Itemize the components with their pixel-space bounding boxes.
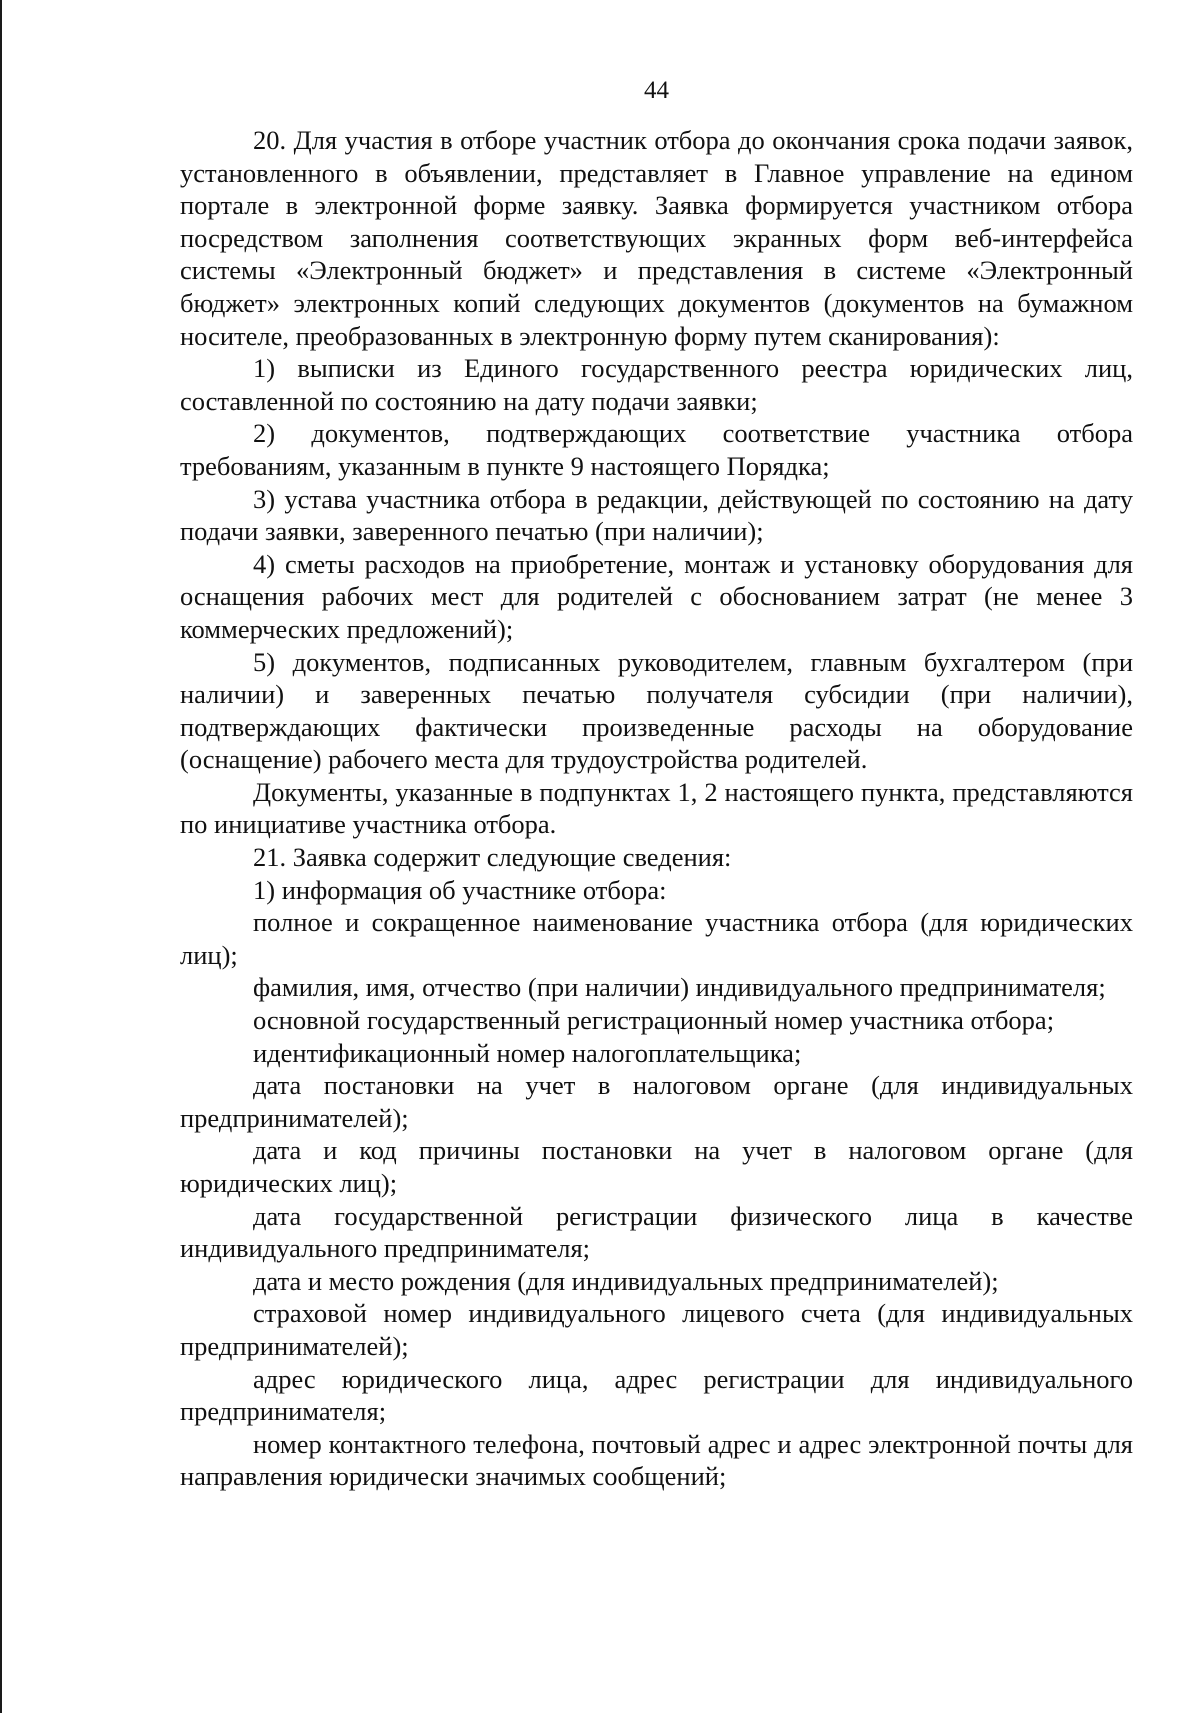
scan-edge-line bbox=[0, 0, 2, 1713]
info-line-birth: дата и место рождения (для индивидуальных предпринимателей); bbox=[253, 1265, 999, 1296]
info-line-address: адрес юридического лица, адрес регистрации для индивидуального предпринимателя; bbox=[180, 1363, 1133, 1427]
info-line-contacts: номер контактного телефона, почтовый адрес и адрес электронной почты для направления юридически значимых сообщений; bbox=[180, 1428, 1133, 1492]
page-number: 44 bbox=[644, 77, 669, 104]
info-line-name: полное и сокращенное наименование участника отбора (для юридических лиц); bbox=[180, 907, 1133, 970]
info-line-snils: страховой номер индивидуального лицевого счета (для индивидуальных предпринимателей); bbox=[180, 1298, 1133, 1361]
paragraph-item-21: 21. Заявка содержит следующие сведения: bbox=[253, 842, 732, 873]
info-line-fio: фамилия, имя, отчество (при наличии) индивидуального предпринимателя; bbox=[253, 972, 1106, 1003]
paragraph-item-20: 20. Для участия в отборе участник отбора до окончания срока подачи заявок, установленного в объявлении, представляет в Главное управление на едином портале в электронной форме заявку. Заявка формируется участником отбора посредством заполнения соответствующих экранных форм веб-интерфейса системы «Электронный бюджет» и представления в системе «Электронный бюджет» электронных копий следующих документов (документов на бумажном носителе, преобразованных в электронную форму путем сканирования): bbox=[180, 125, 1133, 351]
info-line-state-registration: дата государственной регистрации физического лица в качестве индивидуального предпринимателя; bbox=[180, 1200, 1133, 1264]
list-item-3: 3) устава участника отбора в редакции, действующей по состоянию на дату подачи заявки, заверенного печатью (при наличии); bbox=[180, 483, 1133, 547]
list-item-4: 4) сметы расходов на приобретение, монтаж и установку оборудования для оснащения рабочих мест для родителей с обоснованием затрат (не менее 3 коммерческих предложений); bbox=[180, 548, 1133, 644]
subitem-1-heading: 1) информация об участнике отбора: bbox=[253, 874, 667, 905]
info-line-ogrn: основной государственный регистрационный номер участника отбора; bbox=[253, 1005, 1055, 1036]
info-line-inn: идентификационный номер налогоплательщика; bbox=[253, 1037, 802, 1068]
info-line-kpp: дата и код причины постановки на учет в налоговом органе (для юридических лиц); bbox=[180, 1135, 1133, 1198]
list-item-1: 1) выписки из Единого государственного реестра юридических лиц, составленной по состоянию на дату подачи заявки; bbox=[180, 353, 1133, 416]
list-item-2: 2) документов, подтверждающих соответствие участника отбора требованиям, указанным в пункте 9 настоящего Порядка; bbox=[180, 418, 1133, 481]
info-line-tax-registration: дата постановки на учет в налоговом органе (для индивидуальных предпринимателей); bbox=[180, 1070, 1133, 1133]
note-paragraph: Документы, указанные в подпунктах 1, 2 настоящего пункта, представляются по инициативе участника отбора. bbox=[180, 776, 1133, 840]
document-body bbox=[180, 124, 1133, 1493]
list-item-5: 5) документов, подписанных руководителем, главным бухгалтером (при наличии) и заверенных печатью получателя субсидии (при наличии), подтверждающих фактически произведенные расходы на оборудование (оснащение) рабочего места для трудоустройства родителей. bbox=[180, 646, 1133, 775]
